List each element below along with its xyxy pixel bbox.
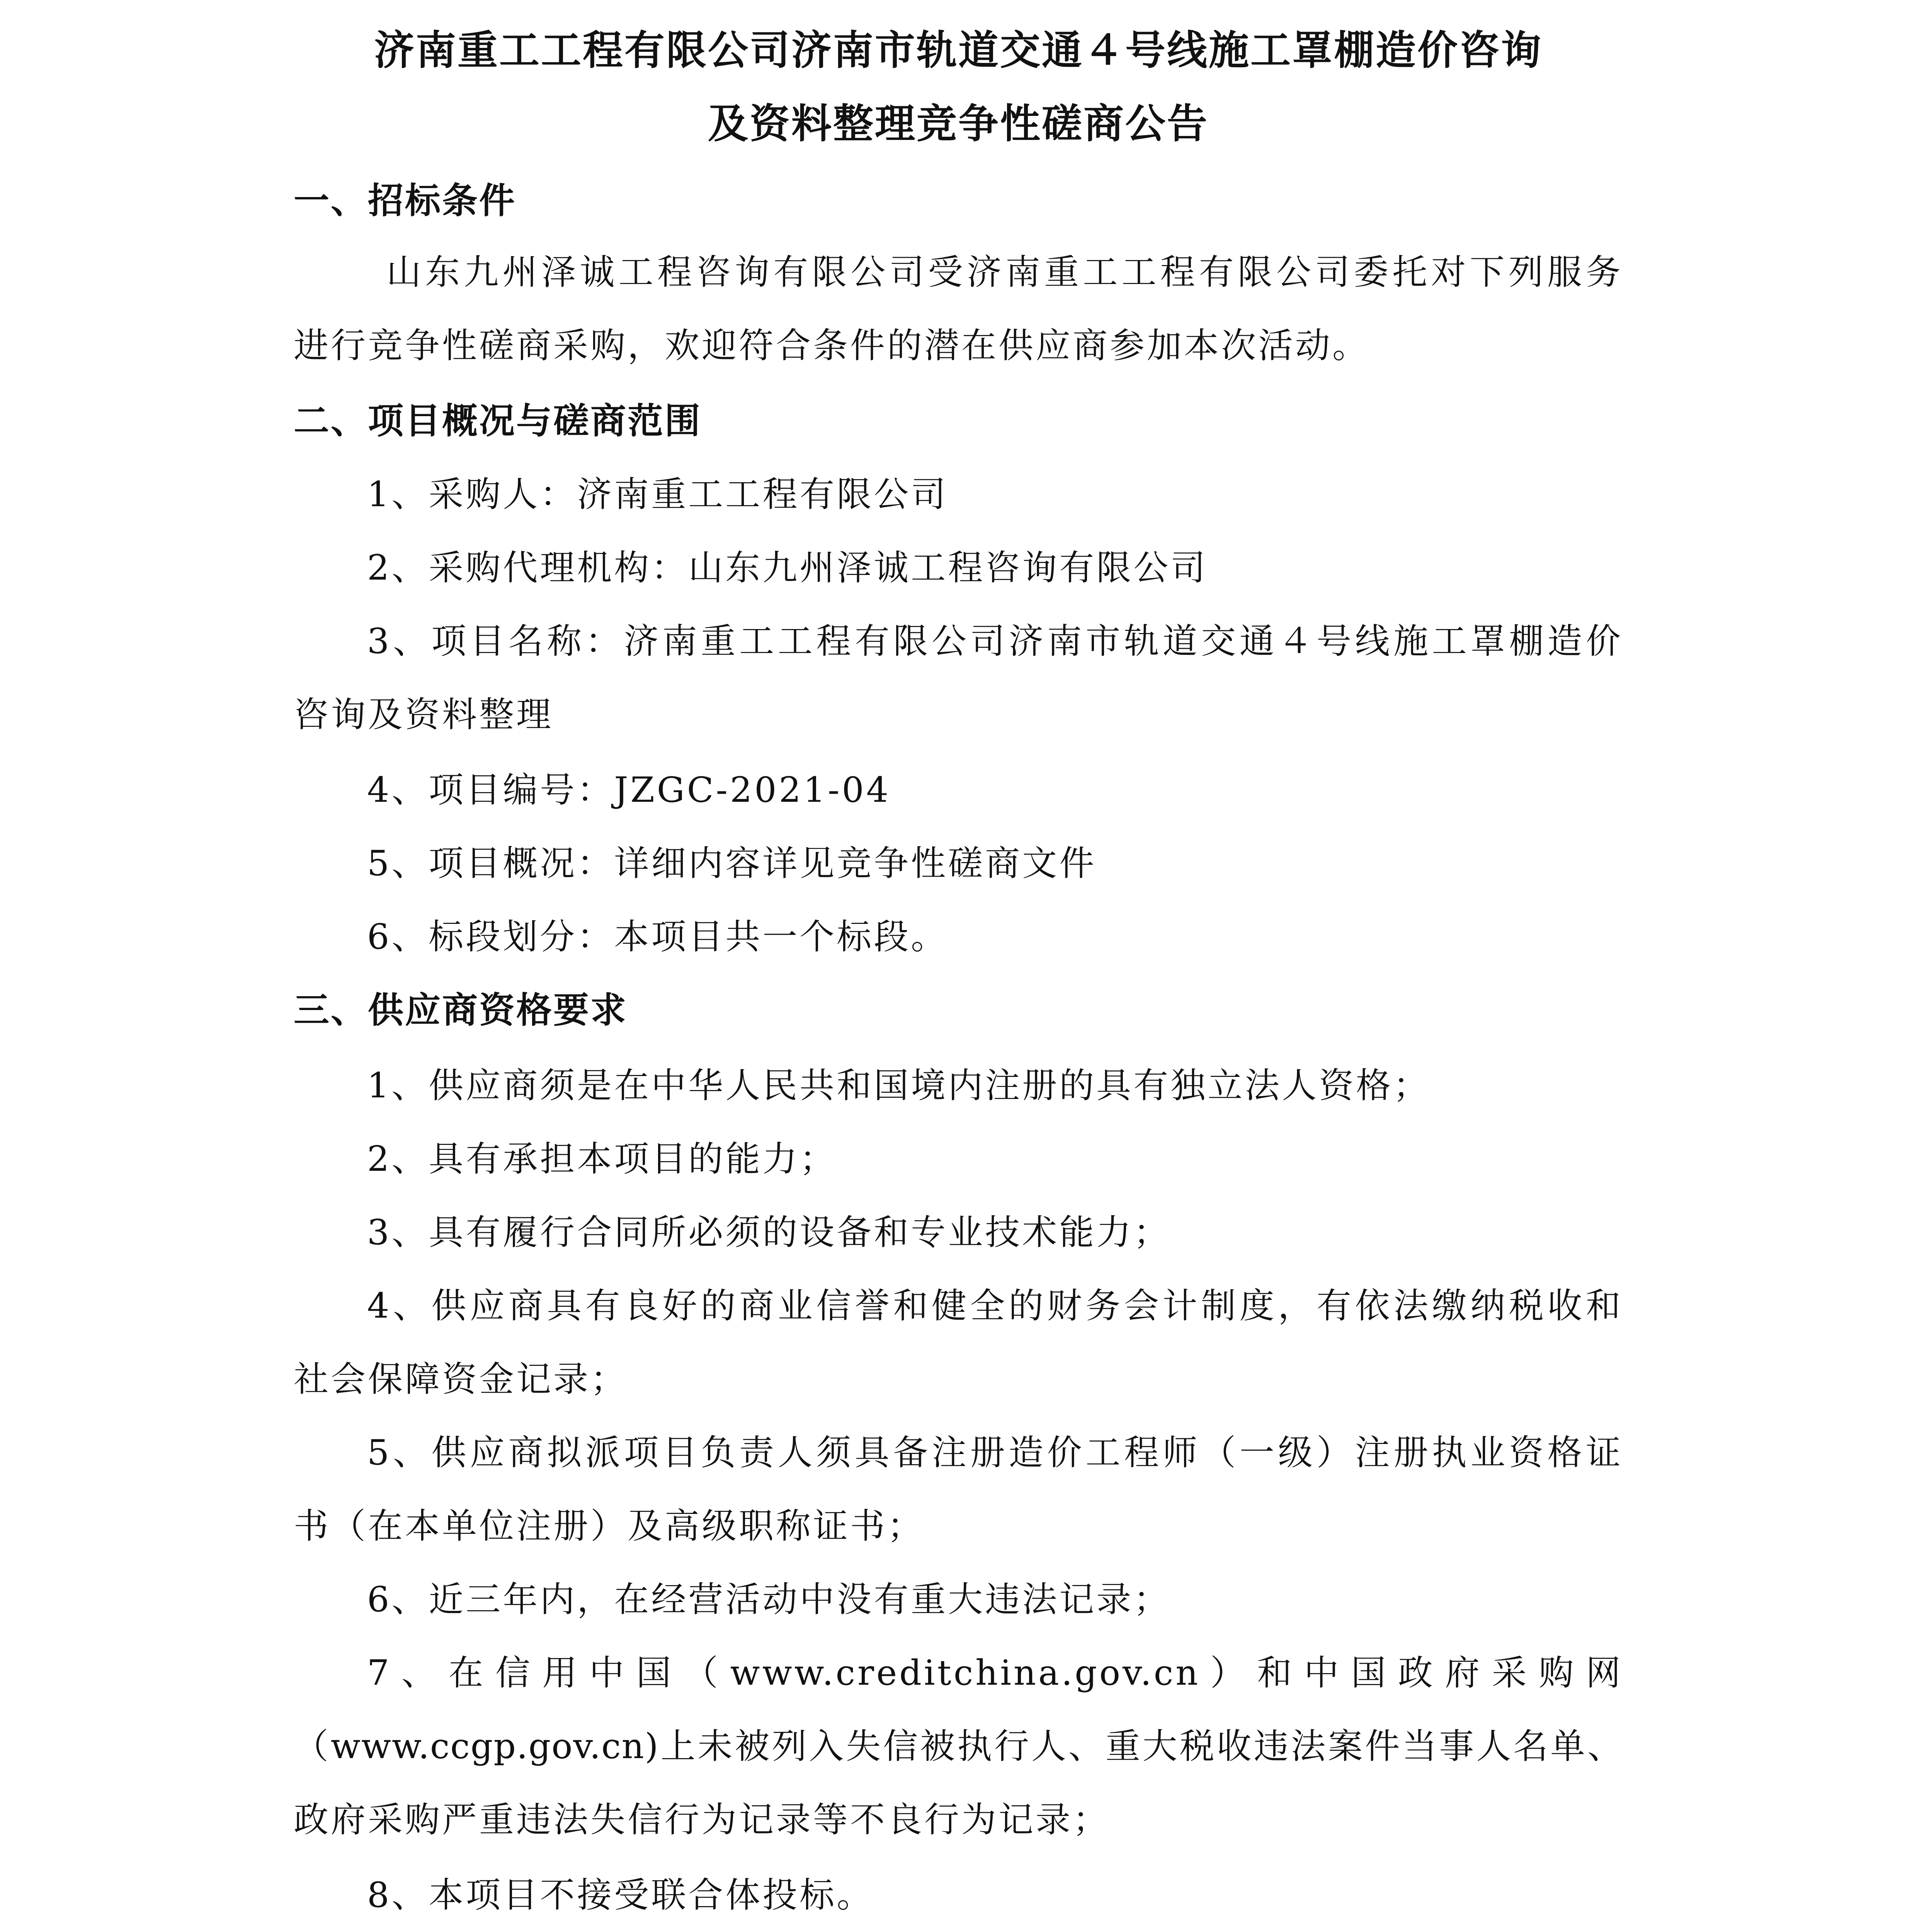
section-3-item-4-line-1: 4、供应商具有良好的商业信誉和健全的财务会计制度，有依法缴纳税收和 <box>367 1286 1623 1326</box>
section-3-item-1: 1、供应商须是在中华人民共和国境内注册的具有独立法人资格； <box>367 1065 1431 1106</box>
section-2-item-4: 4、项目编号：JZGC-2021-04 <box>367 770 891 810</box>
section-1-heading: 一、招标条件 <box>294 180 517 221</box>
section-2-item-2: 2、采购代理机构：山东九州泽诚工程咨询有限公司 <box>367 548 1208 588</box>
section-3-item-4-line-2: 社会保障资金记录； <box>294 1359 628 1400</box>
document-title-line-1: 济南重工工程有限公司济南市轨道交通４号线施工罩棚造价咨询 <box>374 27 1543 74</box>
section-3-item-8: 8、本项目不接受联合体投标。 <box>367 1875 874 1915</box>
section-2-item-1: 1、采购人：济南重工工程有限公司 <box>367 474 948 515</box>
section-2-item-3-line-2: 咨询及资料整理 <box>294 694 553 735</box>
section-2-item-6: 6、标段划分：本项目共一个标段。 <box>367 917 948 957</box>
section-3-item-7-line-1: 7、在信用中国（www.creditchina.gov.cn）和中国政府采购网 <box>367 1653 1623 1693</box>
section-2-item-5: 5、项目概况：详细内容详见竞争性磋商文件 <box>367 843 1097 884</box>
section-3-item-2: 2、具有承担本项目的能力； <box>367 1139 837 1179</box>
document-title-line-2: 及资料整理竞争性磋商公告 <box>708 100 1209 147</box>
section-1-paragraph-line-2: 进行竞争性磋商采购，欢迎符合条件的潜在供应商参加本次活动。 <box>294 325 1369 366</box>
section-3-item-7-line-2: （www.ccgp.gov.cn)上未被列入失信被执行人、重大税收违法案件当事人名单、 <box>294 1726 1623 1767</box>
section-2-heading: 二、项目概况与磋商范围 <box>294 400 702 442</box>
section-3-item-5-line-2: 书（在本单位注册）及高级职称证书； <box>294 1506 924 1546</box>
section-3-item-6: 6、近三年内，在经营活动中没有重大违法记录； <box>367 1579 1171 1620</box>
section-3-item-3: 3、具有履行合同所必须的设备和专业技术能力； <box>367 1212 1171 1253</box>
section-1-paragraph-line-1: 山东九州泽诚工程咨询有限公司受济南重工工程有限公司委托对下列服务 <box>386 252 1623 293</box>
section-3-item-7-line-3: 政府采购严重违法失信行为记录等不良行为记录； <box>294 1799 1110 1840</box>
section-3-item-5-line-1: 5、供应商拟派项目负责人须具备注册造价工程师（一级）注册执业资格证 <box>367 1432 1623 1473</box>
section-2-item-3-line-1: 3、项目名称：济南重工工程有限公司济南市轨道交通４号线施工罩棚造价 <box>367 621 1623 662</box>
section-3-heading: 三、供应商资格要求 <box>294 990 628 1031</box>
